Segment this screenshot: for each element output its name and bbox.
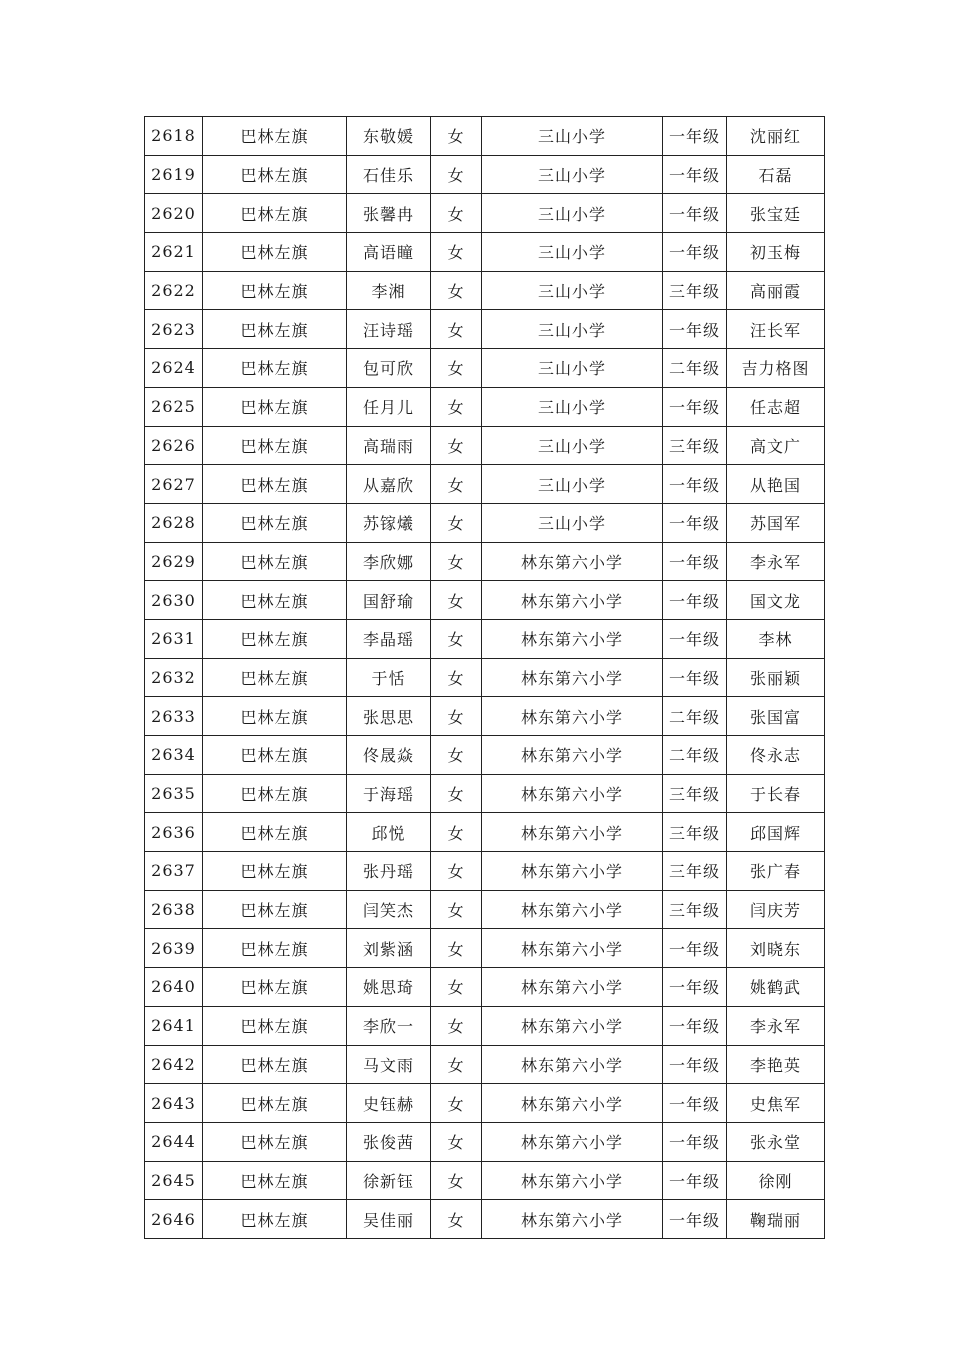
teacher-cell: 从艳国 (727, 465, 825, 504)
student-name-cell: 高瑞雨 (347, 426, 431, 465)
school-cell: 三山小学 (482, 426, 663, 465)
student-name-cell: 东敬媛 (347, 117, 431, 156)
student-name-cell: 姚思琦 (347, 968, 431, 1007)
gender-cell: 女 (431, 929, 482, 968)
region-cell: 巴林左旗 (203, 1161, 347, 1200)
row-number-cell: 2622 (145, 271, 203, 310)
grade-cell: 一年级 (663, 1084, 727, 1123)
row-number-cell: 2640 (145, 968, 203, 1007)
table-row (145, 774, 825, 813)
gender-cell: 女 (431, 1200, 482, 1239)
grade-cell: 二年级 (663, 736, 727, 775)
gender-cell: 女 (431, 736, 482, 775)
table-row (145, 813, 825, 852)
teacher-cell: 高文广 (727, 426, 825, 465)
gender-cell: 女 (431, 194, 482, 233)
student-name-cell: 李晶瑶 (347, 619, 431, 658)
row-number-cell: 2632 (145, 658, 203, 697)
row-number-cell: 2646 (145, 1200, 203, 1239)
row-number-cell: 2624 (145, 349, 203, 388)
table-row (145, 736, 825, 775)
grade-cell: 一年级 (663, 1006, 727, 1045)
row-number-cell: 2636 (145, 813, 203, 852)
school-cell: 林东第六小学 (482, 968, 663, 1007)
school-cell: 林东第六小学 (482, 581, 663, 620)
grade-cell: 一年级 (663, 465, 727, 504)
gender-cell: 女 (431, 813, 482, 852)
school-cell: 林东第六小学 (482, 852, 663, 891)
row-number-cell: 2621 (145, 233, 203, 272)
gender-cell: 女 (431, 968, 482, 1007)
region-cell: 巴林左旗 (203, 349, 347, 388)
gender-cell: 女 (431, 697, 482, 736)
row-number-cell: 2626 (145, 426, 203, 465)
teacher-cell: 徐刚 (727, 1161, 825, 1200)
grade-cell: 一年级 (663, 387, 727, 426)
teacher-cell: 刘晓东 (727, 929, 825, 968)
school-cell: 三山小学 (482, 271, 663, 310)
school-cell: 林东第六小学 (482, 1084, 663, 1123)
region-cell: 巴林左旗 (203, 581, 347, 620)
region-cell: 巴林左旗 (203, 929, 347, 968)
student-name-cell: 刘紫涵 (347, 929, 431, 968)
table-row (145, 194, 825, 233)
school-cell: 林东第六小学 (482, 619, 663, 658)
region-cell: 巴林左旗 (203, 465, 347, 504)
region-cell: 巴林左旗 (203, 1200, 347, 1239)
teacher-cell: 高丽霞 (727, 271, 825, 310)
teacher-cell: 张国富 (727, 697, 825, 736)
row-number-cell: 2627 (145, 465, 203, 504)
row-number-cell: 2631 (145, 619, 203, 658)
table-row (145, 968, 825, 1007)
region-cell: 巴林左旗 (203, 697, 347, 736)
row-number-cell: 2625 (145, 387, 203, 426)
school-cell: 三山小学 (482, 194, 663, 233)
school-cell: 林东第六小学 (482, 890, 663, 929)
row-number-cell: 2637 (145, 852, 203, 891)
grade-cell: 三年级 (663, 271, 727, 310)
row-number-cell: 2619 (145, 155, 203, 194)
teacher-cell: 吉力格图 (727, 349, 825, 388)
grade-cell: 三年级 (663, 813, 727, 852)
row-number-cell: 2630 (145, 581, 203, 620)
gender-cell: 女 (431, 774, 482, 813)
row-number-cell: 2635 (145, 774, 203, 813)
row-number-cell: 2645 (145, 1161, 203, 1200)
student-name-cell: 徐新钰 (347, 1161, 431, 1200)
student-name-cell: 于恬 (347, 658, 431, 697)
teacher-cell: 佟永志 (727, 736, 825, 775)
student-name-cell: 李欣娜 (347, 542, 431, 581)
gender-cell: 女 (431, 658, 482, 697)
region-cell: 巴林左旗 (203, 774, 347, 813)
student-name-cell: 李欣一 (347, 1006, 431, 1045)
student-name-cell: 高语瞳 (347, 233, 431, 272)
student-name-cell: 石佳乐 (347, 155, 431, 194)
grade-cell: 一年级 (663, 1045, 727, 1084)
gender-cell: 女 (431, 503, 482, 542)
table-row (145, 117, 825, 156)
region-cell: 巴林左旗 (203, 852, 347, 891)
row-number-cell: 2634 (145, 736, 203, 775)
school-cell: 三山小学 (482, 117, 663, 156)
table-row (145, 929, 825, 968)
region-cell: 巴林左旗 (203, 117, 347, 156)
student-name-cell: 汪诗瑶 (347, 310, 431, 349)
teacher-cell: 国文龙 (727, 581, 825, 620)
teacher-cell: 李艳英 (727, 1045, 825, 1084)
teacher-cell: 李林 (727, 619, 825, 658)
region-cell: 巴林左旗 (203, 155, 347, 194)
row-number-cell: 2618 (145, 117, 203, 156)
table-row (145, 890, 825, 929)
table-row (145, 542, 825, 581)
teacher-cell: 初玉梅 (727, 233, 825, 272)
school-cell: 林东第六小学 (482, 736, 663, 775)
student-name-cell: 张馨冉 (347, 194, 431, 233)
grade-cell: 一年级 (663, 117, 727, 156)
grade-cell: 一年级 (663, 503, 727, 542)
region-cell: 巴林左旗 (203, 1045, 347, 1084)
table-row (145, 465, 825, 504)
student-name-cell: 张思思 (347, 697, 431, 736)
school-cell: 林东第六小学 (482, 1161, 663, 1200)
gender-cell: 女 (431, 1006, 482, 1045)
school-cell: 三山小学 (482, 310, 663, 349)
row-number-cell: 2623 (145, 310, 203, 349)
student-name-cell: 吴佳丽 (347, 1200, 431, 1239)
region-cell: 巴林左旗 (203, 890, 347, 929)
table-row (145, 271, 825, 310)
grade-cell: 一年级 (663, 310, 727, 349)
region-cell: 巴林左旗 (203, 619, 347, 658)
table-row (145, 697, 825, 736)
grade-cell: 三年级 (663, 426, 727, 465)
school-cell: 林东第六小学 (482, 697, 663, 736)
teacher-cell: 张永堂 (727, 1122, 825, 1161)
table-row (145, 503, 825, 542)
region-cell: 巴林左旗 (203, 310, 347, 349)
table-row (145, 852, 825, 891)
gender-cell: 女 (431, 1161, 482, 1200)
row-number-cell: 2638 (145, 890, 203, 929)
region-cell: 巴林左旗 (203, 1084, 347, 1123)
gender-cell: 女 (431, 1045, 482, 1084)
student-name-cell: 从嘉欣 (347, 465, 431, 504)
table-row (145, 155, 825, 194)
table-row (145, 233, 825, 272)
student-name-cell: 史钰赫 (347, 1084, 431, 1123)
table-row (145, 581, 825, 620)
region-cell: 巴林左旗 (203, 426, 347, 465)
student-name-cell: 苏镓爔 (347, 503, 431, 542)
region-cell: 巴林左旗 (203, 736, 347, 775)
grade-cell: 一年级 (663, 968, 727, 1007)
student-name-cell: 李湘 (347, 271, 431, 310)
school-cell: 林东第六小学 (482, 1045, 663, 1084)
teacher-cell: 任志超 (727, 387, 825, 426)
gender-cell: 女 (431, 271, 482, 310)
school-cell: 林东第六小学 (482, 1122, 663, 1161)
school-cell: 林东第六小学 (482, 929, 663, 968)
roster-table-body (145, 117, 825, 1239)
grade-cell: 三年级 (663, 852, 727, 891)
table-row (145, 1084, 825, 1123)
teacher-cell: 史焦军 (727, 1084, 825, 1123)
region-cell: 巴林左旗 (203, 503, 347, 542)
region-cell: 巴林左旗 (203, 271, 347, 310)
school-cell: 三山小学 (482, 465, 663, 504)
gender-cell: 女 (431, 426, 482, 465)
grade-cell: 一年级 (663, 619, 727, 658)
grade-cell: 一年级 (663, 233, 727, 272)
teacher-cell: 张宝廷 (727, 194, 825, 233)
gender-cell: 女 (431, 1122, 482, 1161)
school-cell: 林东第六小学 (482, 774, 663, 813)
region-cell: 巴林左旗 (203, 233, 347, 272)
teacher-cell: 鞠瑞丽 (727, 1200, 825, 1239)
teacher-cell: 石磊 (727, 155, 825, 194)
gender-cell: 女 (431, 387, 482, 426)
grade-cell: 二年级 (663, 349, 727, 388)
teacher-cell: 苏国军 (727, 503, 825, 542)
grade-cell: 三年级 (663, 774, 727, 813)
row-number-cell: 2642 (145, 1045, 203, 1084)
school-cell: 林东第六小学 (482, 658, 663, 697)
region-cell: 巴林左旗 (203, 387, 347, 426)
teacher-cell: 李永军 (727, 1006, 825, 1045)
gender-cell: 女 (431, 233, 482, 272)
teacher-cell: 沈丽红 (727, 117, 825, 156)
grade-cell: 一年级 (663, 929, 727, 968)
region-cell: 巴林左旗 (203, 542, 347, 581)
student-name-cell: 于海瑶 (347, 774, 431, 813)
table-row (145, 387, 825, 426)
student-name-cell: 张丹瑶 (347, 852, 431, 891)
row-number-cell: 2639 (145, 929, 203, 968)
school-cell: 三山小学 (482, 155, 663, 194)
school-cell: 三山小学 (482, 233, 663, 272)
student-name-cell: 佟晟焱 (347, 736, 431, 775)
row-number-cell: 2641 (145, 1006, 203, 1045)
gender-cell: 女 (431, 117, 482, 156)
region-cell: 巴林左旗 (203, 658, 347, 697)
row-number-cell: 2629 (145, 542, 203, 581)
student-name-cell: 马文雨 (347, 1045, 431, 1084)
table-row (145, 1045, 825, 1084)
teacher-cell: 于长春 (727, 774, 825, 813)
grade-cell: 一年级 (663, 658, 727, 697)
student-name-cell: 任月儿 (347, 387, 431, 426)
grade-cell: 一年级 (663, 542, 727, 581)
student-name-cell: 张俊茜 (347, 1122, 431, 1161)
grade-cell: 一年级 (663, 194, 727, 233)
gender-cell: 女 (431, 581, 482, 620)
grade-cell: 一年级 (663, 1122, 727, 1161)
grade-cell: 三年级 (663, 890, 727, 929)
school-cell: 林东第六小学 (482, 542, 663, 581)
row-number-cell: 2628 (145, 503, 203, 542)
teacher-cell: 闫庆芳 (727, 890, 825, 929)
student-name-cell: 国舒瑜 (347, 581, 431, 620)
gender-cell: 女 (431, 310, 482, 349)
region-cell: 巴林左旗 (203, 1006, 347, 1045)
school-cell: 三山小学 (482, 503, 663, 542)
student-name-cell: 包可欣 (347, 349, 431, 388)
region-cell: 巴林左旗 (203, 813, 347, 852)
table-row (145, 1122, 825, 1161)
table-row (145, 349, 825, 388)
region-cell: 巴林左旗 (203, 1122, 347, 1161)
teacher-cell: 姚鹤武 (727, 968, 825, 1007)
gender-cell: 女 (431, 1084, 482, 1123)
region-cell: 巴林左旗 (203, 194, 347, 233)
gender-cell: 女 (431, 542, 482, 581)
grade-cell: 一年级 (663, 1200, 727, 1239)
table-row (145, 1006, 825, 1045)
row-number-cell: 2620 (145, 194, 203, 233)
gender-cell: 女 (431, 619, 482, 658)
school-cell: 三山小学 (482, 387, 663, 426)
teacher-cell: 汪长军 (727, 310, 825, 349)
gender-cell: 女 (431, 852, 482, 891)
gender-cell: 女 (431, 890, 482, 929)
table-row (145, 1161, 825, 1200)
table-row (145, 658, 825, 697)
school-cell: 林东第六小学 (482, 1200, 663, 1239)
table-row (145, 619, 825, 658)
gender-cell: 女 (431, 465, 482, 504)
grade-cell: 一年级 (663, 1161, 727, 1200)
teacher-cell: 李永军 (727, 542, 825, 581)
region-cell: 巴林左旗 (203, 968, 347, 1007)
grade-cell: 二年级 (663, 697, 727, 736)
school-cell: 三山小学 (482, 349, 663, 388)
student-name-cell: 邱悦 (347, 813, 431, 852)
grade-cell: 一年级 (663, 581, 727, 620)
teacher-cell: 邱国辉 (727, 813, 825, 852)
school-cell: 林东第六小学 (482, 813, 663, 852)
row-number-cell: 2644 (145, 1122, 203, 1161)
row-number-cell: 2643 (145, 1084, 203, 1123)
student-name-cell: 闫笑杰 (347, 890, 431, 929)
gender-cell: 女 (431, 349, 482, 388)
gender-cell: 女 (431, 155, 482, 194)
table-row (145, 310, 825, 349)
teacher-cell: 张丽颖 (727, 658, 825, 697)
grade-cell: 一年级 (663, 155, 727, 194)
table-row (145, 1200, 825, 1239)
teacher-cell: 张广春 (727, 852, 825, 891)
roster-table (144, 116, 825, 1239)
table-row (145, 426, 825, 465)
school-cell: 林东第六小学 (482, 1006, 663, 1045)
row-number-cell: 2633 (145, 697, 203, 736)
